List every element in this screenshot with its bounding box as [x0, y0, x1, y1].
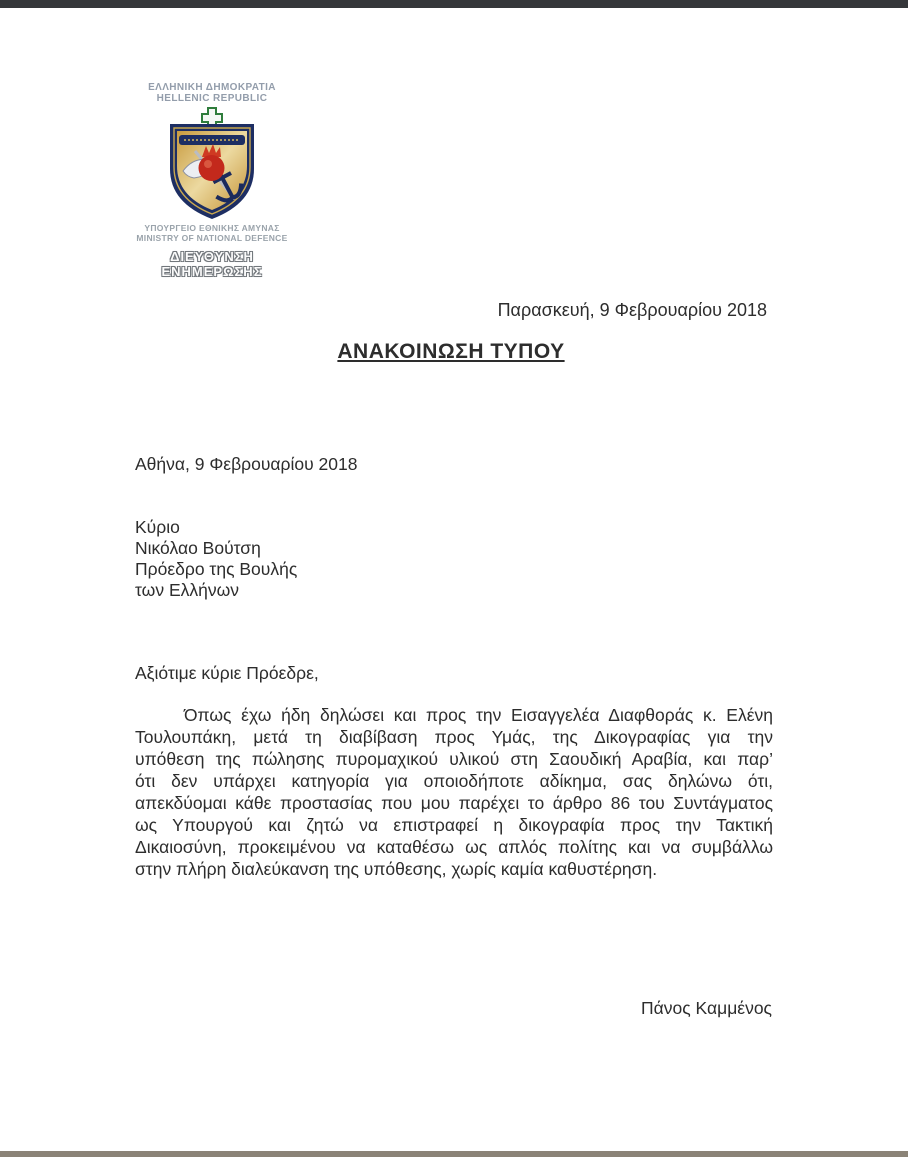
- ministry-name-greek: ΥΠΟΥΡΓΕΙΟ ΕΘΝΙΚΗΣ ΑΜΥΝΑΣ: [144, 223, 280, 233]
- directorate-banner: ΔΙΕΥΘΥΝΣΗ ΕΝΗΜΕΡΩΣΗΣ: [161, 249, 263, 279]
- salutation: Αξιότιμε κύριε Πρόεδρε,: [135, 663, 319, 683]
- paragraph-line: απεκδύομαι κάθε προστασίας που μου παρέχει το άρθρο 86 του Συντάγματος: [135, 793, 773, 813]
- letterhead: [126, 82, 298, 279]
- national-defence-emblem-icon: [163, 107, 261, 221]
- paragraph-line: υπόθεση της πώλησης πυρομαχικού υλικού στη Σαουδική Αραβία, και παρ’: [135, 749, 773, 769]
- ministry-name-english: MINISTRY OF NATIONAL DEFENCE: [136, 233, 288, 243]
- paragraph-line: Δικαιοσύνη, προκειμένου να καταθέσω ως απλός πολίτης και να συμβάλλω: [135, 837, 773, 857]
- recipient-line: Πρόεδρο της Βουλής: [135, 559, 298, 579]
- paragraph-line: Όπως έχω ήδη δηλώσει και προς την Εισαγγελέα Διαφθοράς κ. Ελένη: [184, 705, 773, 725]
- date-line: Παρασκευή, 9 Φεβρουαρίου 2018: [497, 300, 767, 320]
- republic-name-english: HELLENIC REPUBLIC: [156, 93, 268, 104]
- place-and-date: Αθήνα, 9 Φεβρουαρίου 2018: [135, 454, 358, 474]
- paragraph-line: ότι δεν υπάρχει κατηγορία για οποιοδήποτε αδίκημα, σας δηλώνω ότι,: [135, 771, 773, 791]
- letter-body-paragraph: [135, 704, 773, 880]
- recipient-line: Νικόλαο Βούτση: [135, 538, 261, 558]
- page-bottom-border: [0, 1151, 908, 1157]
- press-release-title: ΑΝΑΚΟΙΝΩΣΗ ΤΥΠΟΥ: [337, 340, 565, 363]
- paragraph-line: Τουλουπάκη, μετά τη διαβίβαση προς Υμάς, της Δικογραφίας για την: [135, 727, 773, 747]
- recipient-line: των Ελλήνων: [135, 580, 240, 600]
- recipient-address: [135, 517, 297, 601]
- page-top-border: [0, 0, 908, 8]
- republic-name-greek: ΕΛΛΗΝΙΚΗ ΔΗΜΟΚΡΑΤΙΑ: [148, 82, 276, 93]
- paragraph-line: ως Υπουργού και ζητώ να επιστραφεί η δικογραφία προς την Τακτική: [135, 815, 773, 835]
- signature-name: Πάνος Καμμένος: [641, 998, 772, 1018]
- recipient-line: Κύριο: [135, 517, 180, 537]
- paragraph-line: στην πλήρη διαλεύκανση της υπόθεσης, χωρίς καμία καθυστέρηση.: [135, 859, 658, 879]
